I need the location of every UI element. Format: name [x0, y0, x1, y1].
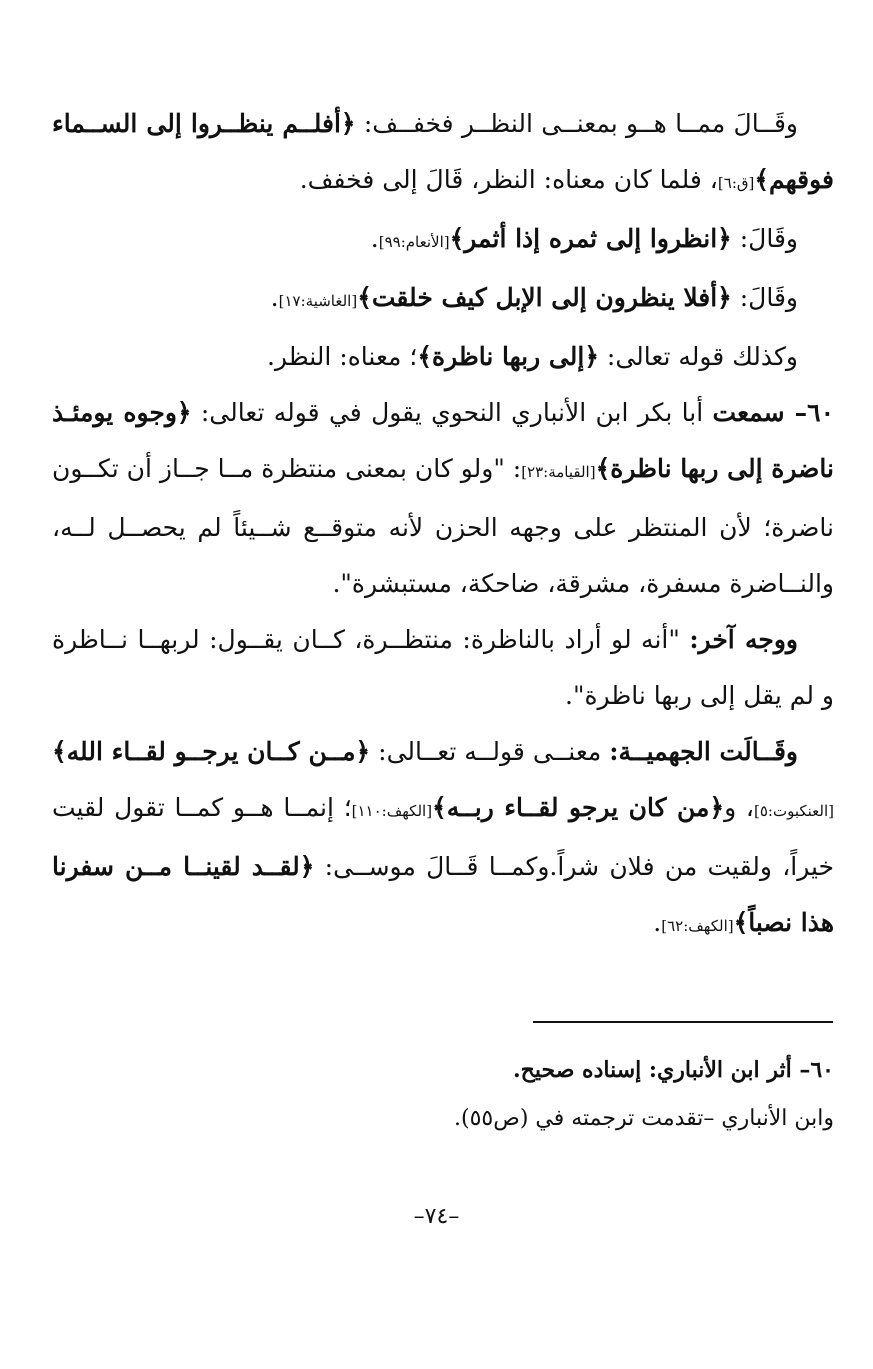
bold-text: ووجه آخر: — [689, 625, 798, 654]
text-segment: معنــى قولــه تعــالى: — [370, 737, 610, 766]
text-segment: "أنه لو أراد بالناظرة: منتظــرة، كــان يقــول: لربهــا نــاظرة و لم يقل إلى ربها ناظرة". — [52, 625, 834, 710]
bold-text: ﴿انظروا إلى ثمره إذا أثمر﴾ — [449, 224, 732, 253]
text-segment: ، فلما كان معناه: النظر، قَالَ إلى فخفف. — [299, 165, 718, 194]
text-segment: ، و — [724, 793, 754, 822]
paragraph-3 — [52, 270, 834, 329]
paragraph-1 — [52, 96, 834, 211]
verse-reference: [ق:٦] — [717, 174, 755, 192]
verse-reference: [الكهف:١١٠] — [351, 802, 433, 820]
footnote-2 — [52, 1095, 834, 1143]
bold-text: ٦٠– أثر ابن الأنباري: إسناده صحيح. — [513, 1057, 834, 1083]
bold-text: ﴿أفلــم ينظــروا إلى الســماء فوقهم﴾ — [52, 109, 834, 194]
paragraph-6 — [52, 612, 834, 724]
verse-reference: [الكهف:٦٢] — [661, 917, 734, 935]
bold-text: ﴿وجوه يومئـذ ناضرة إلى ربها ناظرة﴾ — [52, 398, 834, 483]
footnote-separator — [533, 1021, 833, 1023]
text-segment: وقَــالَ ممــا هــو بمعنــى النظــر فخفــف: — [355, 109, 798, 138]
paragraph-2 — [52, 211, 834, 270]
text-segment: : "ولو كان بمعنى منتظرة مــا جــاز أن تكــون ناضرة؛ لأن المنتظر على وجهه الحزن لأنه متوقــع شــيئاً لم يحصــل لــه، والنــاضرة مسفرة، مشرقة، ضاحكة، مستبشرة". — [52, 454, 834, 598]
text-segment: . — [653, 908, 662, 937]
verse-reference: [الأنعام:٩٩] — [378, 233, 450, 251]
text-segment: وابن الأنباري –تقدمت ترجمته في (ص٥٥). — [454, 1106, 834, 1131]
text-segment: وكذلك قوله تعالى: — [598, 342, 798, 371]
text-segment: ؛ معناه: النظر. — [266, 342, 418, 371]
verse-reference: [العنكبوت:٥] — [753, 802, 834, 820]
verse-reference: [القيامة:٢٣] — [521, 463, 596, 481]
text-segment: وقَالَ: — [731, 283, 798, 312]
text-segment: ؛ إنمــا هــو كمــا تقول لقيت خيراً، ولقيت من فلان شراً.وكمــا قَــالَ موســى: — [52, 793, 834, 881]
bold-text: ٦٠– سمعت — [712, 398, 834, 427]
footnote-1 — [52, 1046, 834, 1095]
paragraph-7 — [52, 724, 834, 954]
bold-text: ﴿من كان يرجو لقــاء ربــه﴾ — [432, 793, 725, 822]
paragraph-4 — [52, 329, 834, 385]
text-segment: أبا بكر ابن الأنباري النحوي يقول في قوله تعالى: — [191, 398, 713, 427]
bold-text: ﴿لقــد لقينــا مــن سفرنا هذا نصباً﴾ — [52, 852, 834, 937]
text-segment: وقَالَ: — [731, 224, 798, 253]
bold-text: ﴿إلى ربها ناظرة﴾ — [417, 342, 599, 371]
page-number: –٧٤– — [413, 1204, 460, 1229]
text-segment: . — [370, 224, 379, 253]
bold-text: وقَــالَت الجهميــة: — [609, 737, 798, 766]
paragraph-5 — [52, 385, 834, 612]
footnotes — [52, 1046, 834, 1143]
bold-text: ﴿مــن كــان يرجــو لقــاء الله﴾ — [52, 737, 371, 766]
bold-text: ﴿أفلا ينظرون إلى الإبل كيف خلقت﴾ — [357, 283, 732, 312]
text-segment: . — [270, 283, 279, 312]
main-text — [52, 96, 834, 954]
verse-reference: [الغاشية:١٧] — [278, 292, 358, 310]
